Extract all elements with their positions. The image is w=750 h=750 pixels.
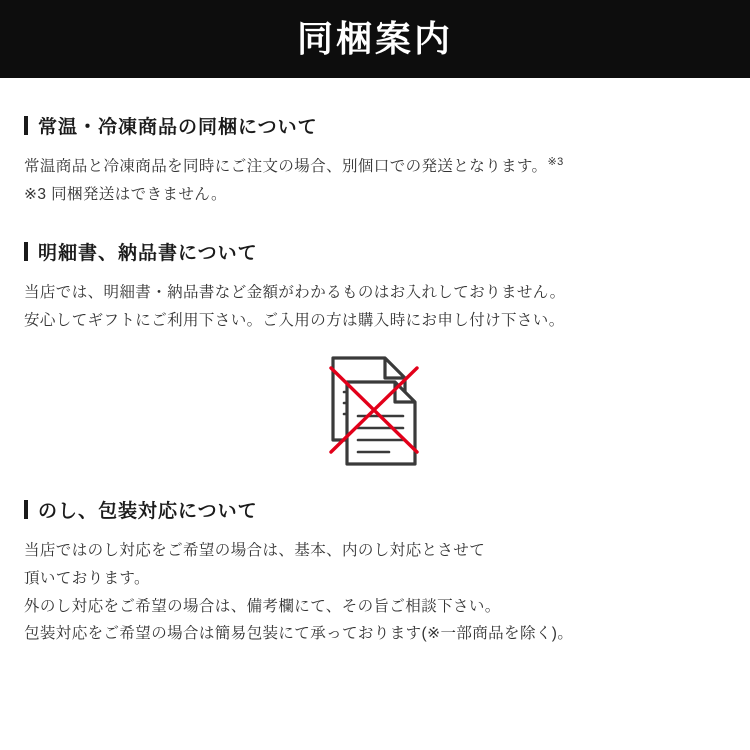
page-header — [0, 0, 750, 78]
no-invoice-icon-wrap — [24, 352, 726, 470]
content-area — [0, 112, 750, 648]
paragraph-line: ※3 同梱発送はできません。 — [24, 185, 227, 203]
section-invoice-heading — [24, 238, 726, 265]
section-temperature-heading-text: 常温・冷凍商品の同梱について — [38, 117, 318, 138]
heading-accent-bar — [24, 500, 28, 519]
section-temperature — [24, 112, 726, 208]
section-invoice — [24, 238, 726, 470]
paragraph-line: 安心してギフトにご利用下さい。ご入用の方は購入時にお申し付け下さい。 — [24, 311, 565, 329]
heading-accent-bar — [24, 242, 28, 261]
paragraph-line: 当店ではのし対応をご希望の場合は、基本、内のし対応とさせて — [24, 542, 486, 560]
heading-accent-bar — [24, 116, 28, 135]
footnote-marker: ※3 — [547, 156, 564, 168]
no-invoice-icon-svg — [323, 352, 427, 470]
paragraph-line: 外のし対応をご希望の場合は、備考欄にて、その旨ご相談下さい。 — [24, 597, 501, 615]
paragraph-line — [24, 153, 726, 181]
section-invoice-body — [24, 279, 726, 334]
section-invoice-heading-text: 明細書、納品書について — [38, 243, 258, 265]
section-temperature-body — [24, 153, 726, 208]
no-invoice-icon — [323, 352, 427, 470]
section-noshi-heading-text: のし、包装対応について — [38, 501, 258, 523]
paragraph-line: 頂いております。 — [24, 570, 150, 588]
paragraph-line: 包装対応をご希望の場合は簡易包装にて承っております(※一部商品を除く)。 — [24, 625, 574, 643]
section-temperature-heading — [24, 112, 726, 139]
paragraph-line: 当店では、明細書・納品書など金額がわかるものはお入れしておりません。 — [24, 284, 566, 302]
section-noshi-heading — [24, 496, 726, 523]
section-noshi — [24, 496, 726, 647]
paragraph-text: 常温商品と冷凍商品を同時にご注文の場合、別個口での発送となります。 — [24, 158, 548, 176]
page-title: 同梱案内 — [296, 18, 453, 59]
section-noshi-body — [24, 537, 726, 647]
